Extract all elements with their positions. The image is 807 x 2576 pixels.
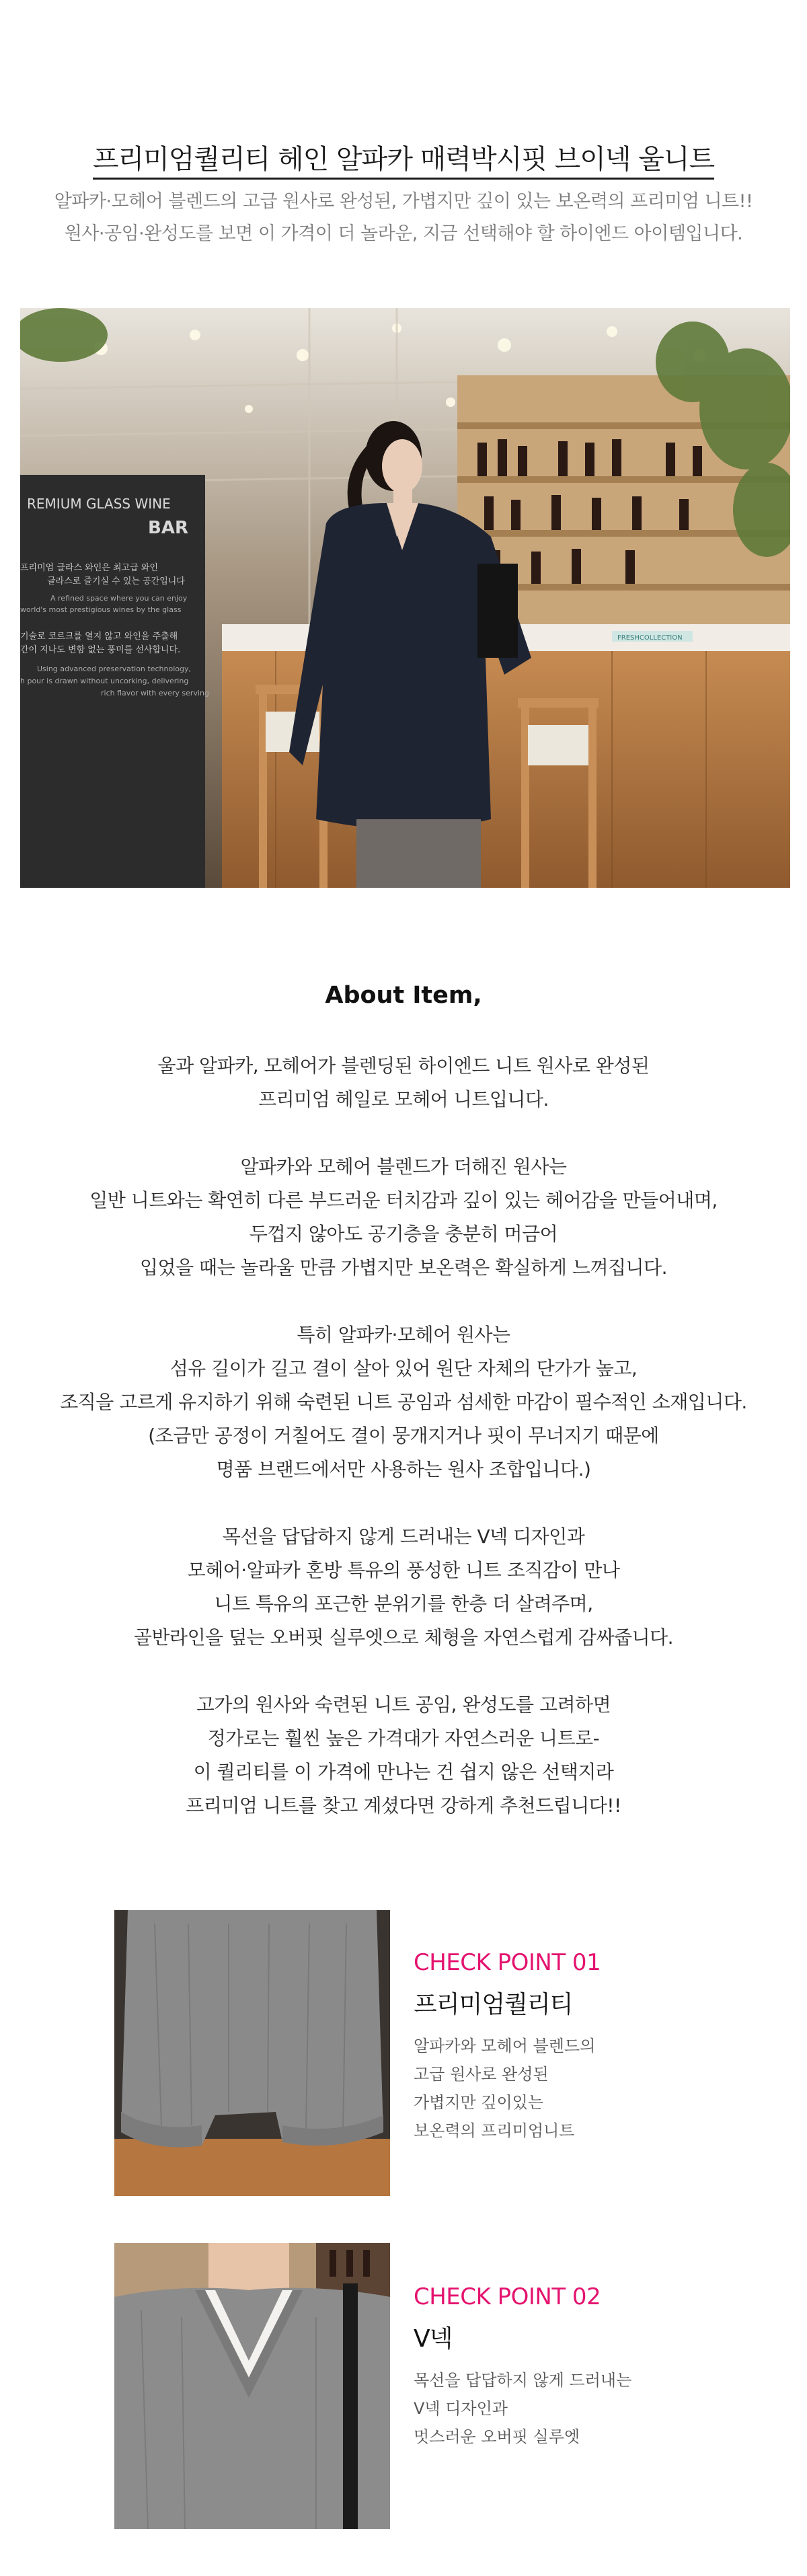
about-line: 프리미엄 헤일로 모헤어 니트입니다. (258, 1088, 549, 1110)
about-line: 두껍지 않아도 공기층을 충분히 머금어 (249, 1223, 558, 1245)
sign-line-8: 간이 지나도 변함 없는 풍미를 선사합니다. (20, 645, 181, 655)
sign-line-11: rich flavor with every serving (101, 689, 209, 697)
about-line: 목선을 답답하지 않게 드러내는 V넥 디자인과 (222, 1525, 585, 1548)
about-line: 일반 니트와는 확연히 다른 부드러운 터치감과 깊이 있는 헤어감을 만들어내며, (89, 1189, 718, 1211)
about-line: 프리미엄 니트를 찾고 계셨다면 강하게 추천드립니다!! (186, 1794, 621, 1817)
about-line: 모헤어·알파카 혼방 특유의 풍성한 니트 조직감이 만나 (187, 1559, 620, 1581)
subtitle-line-2: 원사·공임·완성도를 보면 이 가격이 더 놀라운, 지금 선택해야 할 하이엔드 아이템입니다. (64, 223, 743, 244)
sign-line-10: h pour is drawn without uncorking, delivering (20, 677, 189, 685)
sign-line-7: 기술로 코르크를 열지 않고 와인을 주출해 (20, 632, 178, 642)
check-point-2-photo (114, 2243, 390, 2529)
check-point-2-desc-line: 멋스러운 오버핏 실루엣 (414, 2427, 580, 2446)
check-point-1-desc (414, 2032, 763, 2145)
check-point-2 (414, 2283, 763, 2451)
about-line: 섬유 길이가 길고 결이 살아 있어 원단 자체의 단가가 높고, (169, 1357, 638, 1379)
about-line: 입었을 때는 놀라울 만큼 가볍지만 보온력은 확실하게 느껴집니다. (139, 1256, 667, 1279)
page-title (0, 138, 807, 176)
check-point-1-desc-line: 고급 원사로 완성된 (414, 2065, 549, 2084)
about-line: 골반라인을 덮는 오버핏 실루엣으로 체형을 자연스럽게 감싸줍니다. (133, 1626, 674, 1649)
about-body (0, 1049, 807, 1823)
check-point-2-desc-line: V넥 디자인과 (414, 2399, 508, 2418)
sign-line-6: world's most prestigious wines by the glass (20, 605, 182, 614)
about-heading: About Item, (325, 982, 482, 1009)
about-line: 명품 브랜드에서만 사용하는 원사 조합입니다.) (216, 1458, 591, 1480)
about-line: 고가의 원사와 숙련된 니트 공임, 완성도를 고려하면 (196, 1694, 611, 1716)
check-point-2-desc (414, 2366, 763, 2451)
page-title-text: 프리미엄퀄리티 헤인 알파카 매력박시핏 브이넥 울니트 (93, 144, 714, 180)
check-point-1-desc-line: 가볍지만 깊이있는 (414, 2093, 544, 2112)
sign-line-4: 글라스로 즐기실 수 있는 공간입니다 (47, 576, 185, 586)
about-line: 이 퀄리티를 이 가격에 만나는 건 쉽지 않은 선택지라 (193, 1761, 614, 1783)
check-point-1 (414, 1949, 763, 2145)
sign-line-2: BAR (148, 518, 188, 538)
about-line: 특히 알파카·모헤어 원사는 (297, 1324, 510, 1346)
subtitle-line-1: 알파카·모헤어 블렌드의 고급 원사로 완성된, 가볍지만 깊이 있는 보온력의 프리미엄 니트!! (54, 191, 753, 212)
check-point-1-label: CHECK POINT 01 (414, 1949, 601, 1976)
sign-line-1: REMIUM GLASS WINE (27, 496, 171, 512)
hero-photo (20, 308, 790, 888)
about-line: (조금만 공정이 거칠어도 결이 뭉개지거나 핏이 무너지기 때문에 (148, 1425, 659, 1447)
check-point-2-label: CHECK POINT 02 (414, 2283, 601, 2310)
sign-line-3: 프리미엄 글라스 와인은 최고급 와인 (20, 563, 158, 573)
about-line: 조직을 고르게 유지하기 위해 숙련된 니트 공임과 섬세한 마감이 필수적인 소재입니다. (60, 1391, 747, 1413)
counter-sign: FRESHCOLLECTION (617, 634, 683, 642)
check-point-2-title: V넥 (414, 2325, 453, 2353)
sign-line-9: Using advanced preservation technology, (37, 665, 191, 673)
about-line: 정가로는 훨씬 높은 가격대가 자연스러운 니트로- (207, 1727, 600, 1749)
sign-line-5: A refined space where you can enjoy (50, 594, 188, 603)
check-point-1-title: 프리미엄퀄리티 (414, 1991, 573, 2018)
about-line: 알파카와 모헤어 블렌드가 더해진 원사는 (240, 1156, 567, 1178)
check-point-2-desc-line: 목선을 답답하지 않게 드러내는 (414, 2371, 632, 2390)
check-point-1-photo (114, 1910, 390, 2196)
check-point-1-desc-line: 알파카와 모헤어 블렌드의 (414, 2037, 596, 2055)
check-point-1-desc-line: 보온력의 프리미엄니트 (414, 2121, 575, 2140)
about-line: 울과 알파카, 모헤어가 블렌딩된 하이엔드 니트 원사로 완성된 (157, 1055, 650, 1077)
about-line: 니트 특유의 포근한 분위기를 한층 더 살려주며, (214, 1593, 593, 1615)
